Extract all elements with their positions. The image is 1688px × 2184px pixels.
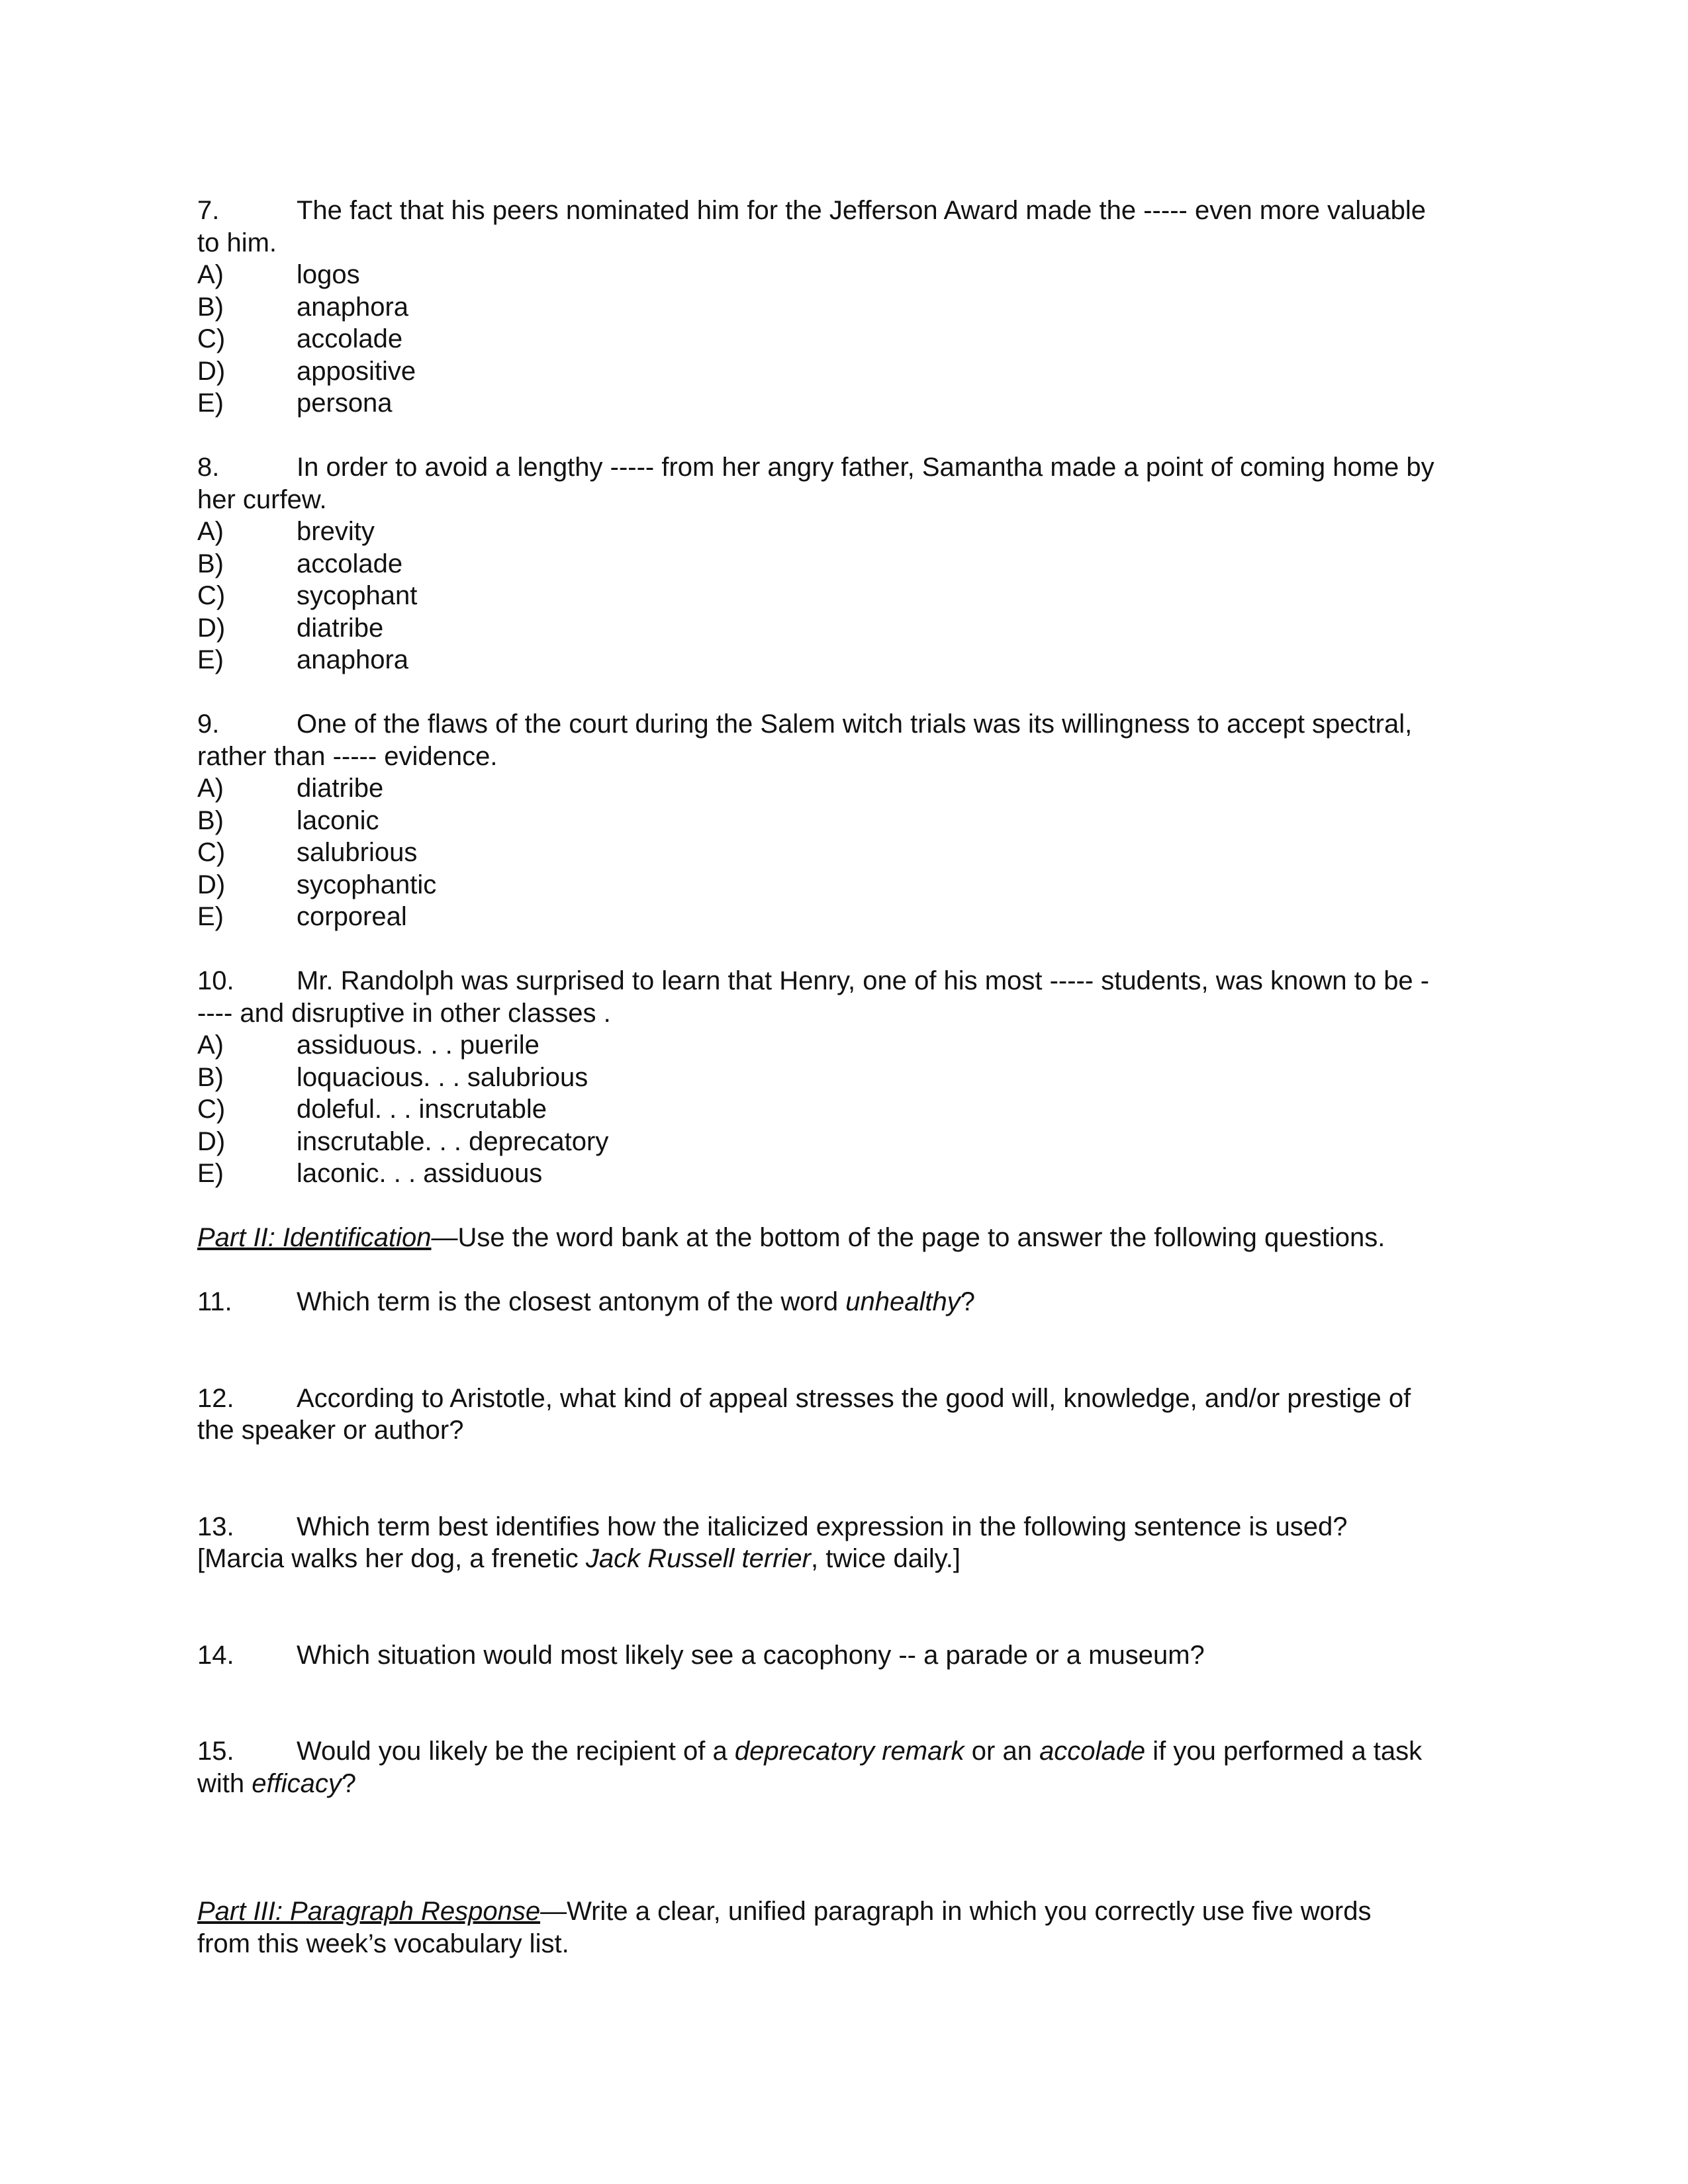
question-13-italic: Jack Russell terrier — [585, 1544, 811, 1573]
choice-text: anaphora — [297, 292, 409, 322]
choice-letter: A) — [197, 1030, 224, 1060]
question-7 — [197, 195, 1495, 420]
choice-letter: E) — [197, 902, 224, 931]
answer-choice — [197, 387, 1495, 420]
answer-choice — [197, 805, 1495, 837]
part3-instructions-1: —Write a clear, unified paragraph in which you correctly use five words — [540, 1897, 1372, 1926]
question-11-italic: unhealthy — [845, 1287, 961, 1316]
question-14 — [197, 1639, 1495, 1672]
question-15 — [197, 1735, 1495, 1799]
choice-letter: C) — [197, 324, 226, 353]
choice-text: diatribe — [297, 774, 384, 803]
choice-letter: D) — [197, 1126, 226, 1156]
part3-heading — [197, 1895, 1495, 1960]
choice-text: salubrious — [297, 838, 418, 867]
choice-text: loquacious. . . salubrious — [297, 1062, 588, 1092]
question-11-text: Which term is the closest antonym of the word — [297, 1287, 846, 1316]
choice-letter: B) — [197, 549, 224, 578]
question-11-end: ? — [960, 1287, 975, 1316]
question-11-line — [197, 1286, 1495, 1318]
part2-instructions: —Use the word bank at the bottom of the page to answer the following questions. — [431, 1223, 1385, 1252]
choice-letter: A) — [197, 260, 224, 289]
question-13-text2-before: [Marcia walks her dog, a frenetic — [197, 1544, 586, 1573]
choice-text: laconic. . . assiduous — [297, 1159, 543, 1188]
question-15-italic3: efficacy — [252, 1768, 342, 1798]
question-stem-line1 — [197, 708, 1495, 741]
page-content — [197, 195, 1495, 1992]
question-13 — [197, 1511, 1495, 1575]
answer-choice — [197, 901, 1495, 933]
question-15-line1 — [197, 1735, 1495, 1768]
question-14-text: Which situation would most likely see a cacophony -- a parade or a museum? — [297, 1640, 1205, 1670]
answer-choice — [197, 516, 1495, 548]
answer-choice — [197, 644, 1495, 676]
choice-letter: A) — [197, 774, 224, 803]
answer-choice — [197, 291, 1495, 324]
question-15-italic1: deprecatory remark — [734, 1737, 964, 1766]
question-13-text2-after: , twice daily.] — [811, 1544, 961, 1573]
question-number: 13. — [197, 1512, 234, 1541]
answer-choice — [197, 1029, 1495, 1062]
choice-text: accolade — [297, 549, 403, 578]
question-12-line2: the speaker or author? — [197, 1416, 464, 1445]
choice-letter: E) — [197, 1159, 224, 1188]
part3-line1 — [197, 1895, 1495, 1928]
choice-letter: C) — [197, 838, 226, 867]
question-14-line — [197, 1639, 1495, 1672]
question-stem-line2: rather than ----- evidence. — [197, 741, 498, 771]
part3-label: Part III: Paragraph Response — [197, 1897, 541, 1926]
question-15-text-d: with — [197, 1768, 252, 1798]
choice-letter: E) — [197, 645, 224, 674]
question-13-text1: Which term best identifies how the italicized expression in the following sentence is used? — [297, 1512, 1348, 1541]
choice-letter: D) — [197, 613, 226, 643]
question-15-line2 — [197, 1768, 1495, 1800]
question-12-text1: According to Aristotle, what kind of appeal stresses the good will, knowledge, and/or prestige of — [297, 1383, 1411, 1413]
choice-text: logos — [297, 260, 360, 289]
question-stem: In order to avoid a lengthy ----- from her angry father, Samantha made a point of coming home by — [297, 453, 1434, 482]
question-number: 9. — [197, 709, 220, 739]
question-12 — [197, 1383, 1495, 1447]
question-number: 12. — [197, 1383, 234, 1413]
choice-letter: C) — [197, 1095, 226, 1124]
question-stem: One of the flaws of the court during the Salem witch trials was its willingness to accept spectral, — [297, 709, 1413, 739]
choice-text: laconic — [297, 805, 379, 835]
question-15-text-b: or an — [964, 1737, 1040, 1766]
choice-text: sycophantic — [297, 870, 437, 899]
answer-choice — [197, 837, 1495, 869]
question-number: 7. — [197, 196, 220, 225]
answer-choice — [197, 548, 1495, 580]
answer-choice — [197, 580, 1495, 612]
question-9 — [197, 708, 1495, 933]
answer-choice — [197, 1062, 1495, 1094]
choice-letter: D) — [197, 356, 226, 386]
choice-text: sycophant — [297, 581, 418, 610]
answer-choice — [197, 259, 1495, 291]
question-8 — [197, 451, 1495, 676]
choice-letter: E) — [197, 388, 224, 418]
choice-text: corporeal — [297, 902, 407, 931]
answer-choice — [197, 869, 1495, 901]
question-15-text-e: ? — [341, 1768, 357, 1798]
question-10 — [197, 965, 1495, 1190]
question-number: 10. — [197, 966, 234, 995]
question-stem-line1 — [197, 195, 1495, 227]
choice-letter: A) — [197, 517, 224, 546]
choice-text: brevity — [297, 517, 375, 546]
question-stem-line2: her curfew. — [197, 484, 327, 514]
answer-choice — [197, 1093, 1495, 1126]
question-stem: The fact that his peers nominated him for the Jefferson Award made the ----- even more valuable — [297, 196, 1427, 225]
choice-text: persona — [297, 388, 393, 418]
question-stem-line1 — [197, 451, 1495, 484]
question-stem-line2: ---- and disruptive in other classes . — [197, 998, 611, 1028]
part3-instructions-2: from this week’s vocabulary list. — [197, 1929, 569, 1958]
part2-heading — [197, 1222, 1495, 1254]
choice-text: diatribe — [297, 613, 384, 643]
answer-choice — [197, 1126, 1495, 1158]
answer-choice — [197, 323, 1495, 355]
question-12-line1 — [197, 1383, 1495, 1415]
choice-text: appositive — [297, 356, 416, 386]
answer-choice — [197, 1158, 1495, 1190]
question-stem-line2: to him. — [197, 228, 277, 257]
choice-text: assiduous. . . puerile — [297, 1030, 539, 1060]
answer-choice — [197, 612, 1495, 645]
question-15-italic2: accolade — [1039, 1737, 1146, 1766]
choice-text: accolade — [297, 324, 403, 353]
question-number: 11. — [197, 1287, 232, 1316]
question-13-line2 — [197, 1543, 1495, 1575]
question-number: 8. — [197, 453, 220, 482]
question-stem-line1 — [197, 965, 1495, 997]
answer-choice — [197, 772, 1495, 805]
choice-letter: B) — [197, 292, 224, 322]
answer-choice — [197, 355, 1495, 388]
question-stem: Mr. Randolph was surprised to learn that Henry, one of his most ----- students, was known to be - — [297, 966, 1430, 995]
question-15-text-c: if you performed a task — [1145, 1737, 1423, 1766]
choice-text: anaphora — [297, 645, 409, 674]
part1-questions — [197, 195, 1495, 1190]
choice-letter: B) — [197, 1062, 224, 1092]
choice-text: inscrutable. . . deprecatory — [297, 1126, 609, 1156]
choice-text: doleful. . . inscrutable — [297, 1095, 547, 1124]
part2-label: Part II: Identification — [197, 1223, 432, 1252]
question-number: 14. — [197, 1640, 234, 1670]
choice-letter: C) — [197, 581, 226, 610]
question-11 — [197, 1286, 1495, 1318]
question-15-text-a: Would you likely be the recipient of a — [297, 1737, 735, 1766]
question-number: 15. — [197, 1737, 234, 1766]
choice-letter: B) — [197, 805, 224, 835]
question-13-line1 — [197, 1511, 1495, 1543]
choice-letter: D) — [197, 870, 226, 899]
